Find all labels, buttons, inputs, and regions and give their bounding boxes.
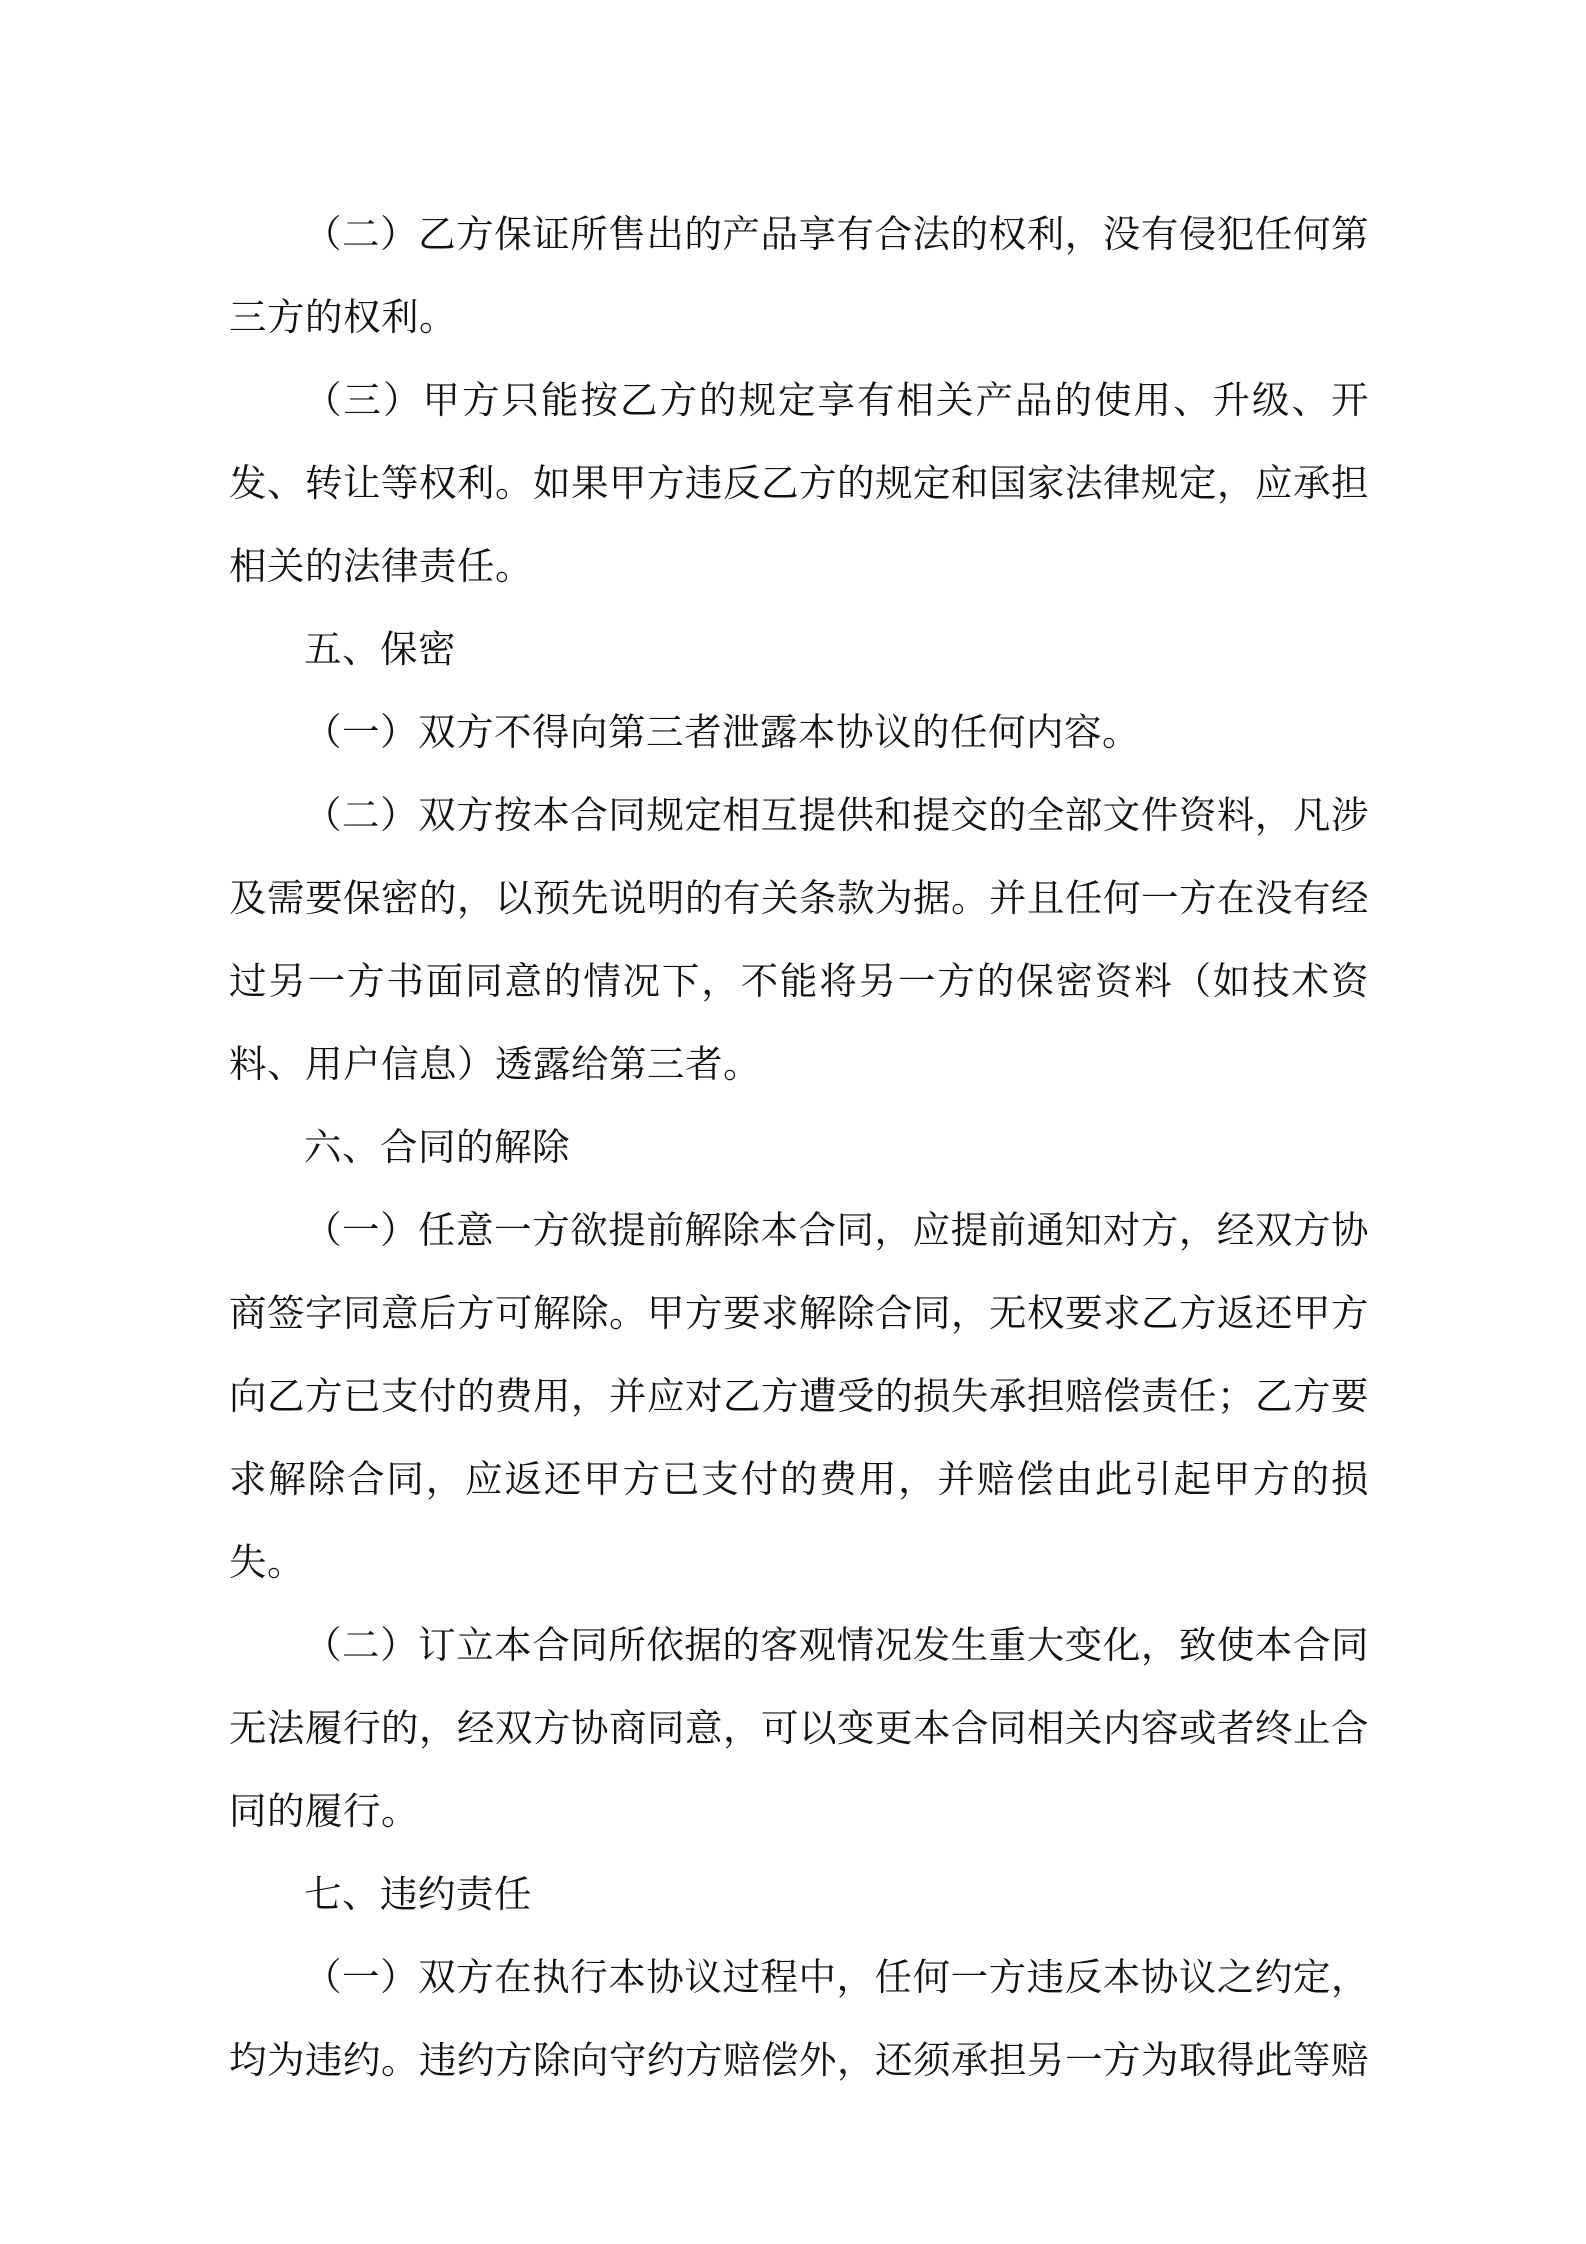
clause-5-1: （一）双方不得向第三者泄露本协议的任何内容。 xyxy=(304,710,1140,754)
clause-6-2: （二）订立本合同所依据的客观情况发生重大变化，致使本合同无法履行的，经双方协商同意，可以变更本合同相关内容或者终止合同的履行。 xyxy=(229,1623,1369,1833)
clause-4-2: （二）乙方保证所售出的产品享有合法的权利，没有侵犯任何第三方的权利。 xyxy=(229,212,1369,339)
document-body xyxy=(229,193,1369,2102)
section-6-heading: 六、合同的解除 xyxy=(304,1125,570,1169)
section-7-heading: 七、违约责任 xyxy=(304,1872,532,1916)
clause-5-2: （二）双方按本合同规定相互提供和提交的全部文件资料，凡涉及需要保密的，以预先说明的有关条款为据。并且任何一方在没有经过另一方书面同意的情况下，不能将另一方的保密资料（如技术资料、用户信息）透露给第三者。 xyxy=(229,793,1369,1086)
clause-6-1: （一）任意一方欲提前解除本合同，应提前通知对方，经双方协商签字同意后方可解除。甲方要求解除合同，无权要求乙方返还甲方向乙方已支付的费用，并应对乙方遭受的损失承担赔偿责任；乙方要求解除合同，应返还甲方已支付的费用，并赔偿由此引起甲方的损失。 xyxy=(229,1208,1369,1584)
clause-7-1: （一）双方在执行本协议过程中，任何一方违反本协议之约定，均为违约。违约方除向守约方赔偿外，还须承担另一方为取得此等赔 xyxy=(229,1955,1369,2082)
clause-4-3: （三）甲方只能按乙方的规定享有相关产品的使用、升级、开发、转让等权利。如果甲方违反乙方的规定和国家法律规定，应承担相关的法律责任。 xyxy=(229,378,1369,588)
section-5-heading: 五、保密 xyxy=(304,627,456,671)
